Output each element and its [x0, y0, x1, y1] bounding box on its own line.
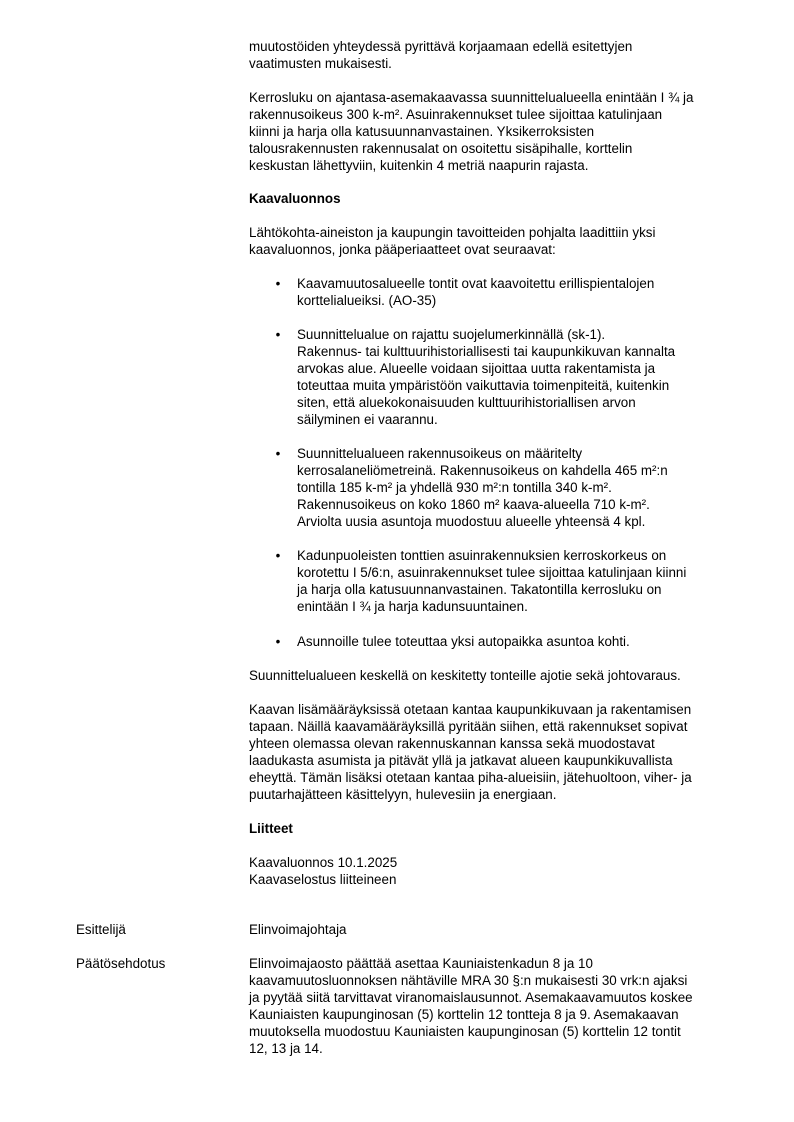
text-line: Lähtökohta-aineiston ja kaupungin tavoitteiden pohjalta laadittiin yksi	[249, 225, 656, 240]
text-line: korttelialueiksi. (AO-35)	[297, 292, 437, 308]
text-line: kerrosalaneliömetreinä. Rakennusoikeus on kahdella 465 m²:n	[297, 462, 668, 478]
intro-paragraph	[249, 39, 749, 73]
text-line: yhteen olemassa olevan rakennuskannan kanssa sekä muodostavat	[249, 735, 655, 751]
text-line: laadukasta asumista ja pitävät yllä ja jatkavat alueen kaupunkikuvallista	[249, 752, 673, 768]
text-line: 12, 13 ja 14.	[249, 1040, 323, 1056]
text-line: Kadunpuoleisten tonttien asuinrakennuksien kerroskorkeus on	[297, 548, 667, 563]
text-line: Asunnoille tulee toteuttaa yksi autopaikka asuntoa kohti.	[297, 634, 630, 649]
text-line: rakennusoikeus 300 k-m². Asuinrakennukset tulee sijoittaa katulinjaan	[249, 106, 663, 122]
text-line: toteuttaa muita ympäristöön vaikuttavia toimenpiteitä, kuitenkin	[297, 377, 670, 393]
text-line: Suunnittelualueen rakennusoikeus on määritelty	[297, 446, 583, 461]
attachment-item: Kaavaluonnos 10.1.2025	[249, 855, 398, 870]
text-line: kaavaluonnos, jonka pääperiaatteet ovat seuraavat:	[249, 241, 556, 257]
text-line: Kerrosluku on ajantasa-asemakaavassa suunnittelualueella enintään I ¾ ja	[249, 90, 694, 105]
text-line: muutostöiden yhteydessä pyrittävä korjaamaan edellä esitettyjen	[249, 39, 633, 54]
text-line: tontilla 185 k-m² ja yhdellä 930 m²:n tontilla 340 k-m².	[297, 479, 612, 495]
paatosehdotus-label: Päätösehdotus	[76, 956, 166, 971]
text-line: arvokas alue. Alueelle voidaan sijoittaa uutta rakentamista ja	[297, 360, 656, 376]
text-line: tapaan. Näillä kaavamääräyksillä pyritään siihen, että rakennukset sopivat	[249, 718, 688, 734]
paatosehdotus-paragraph	[249, 956, 749, 1057]
text-line: ja harja olla katusuunnanvastainen. Takatontilla kerrosluku on	[297, 581, 662, 597]
text-line: kiinni ja harja olla katusuunnanvastainen. Yksikerroksisten	[249, 123, 595, 139]
kaavaluonnos-intro-paragraph	[249, 225, 749, 259]
liitteet-heading: Liitteet	[249, 821, 293, 836]
text-line: säilyminen ei vaarannu.	[297, 411, 438, 427]
text-line: Kaavamuutosalueelle tontit ovat kaavoitettu erillispientalojen	[297, 276, 655, 291]
text-line: vaatimusten mukaisesti.	[249, 55, 392, 71]
text-line: Elinvoimajaosto päättää asettaa Kauniaistenkadun 8 ja 10	[249, 956, 593, 971]
text-line: puutarhajätteen käsittelyyn, hulevesiin ja energiaan.	[249, 786, 557, 802]
text-line: Kauniaisten kaupunginosan (5) korttelin 12 tontteja 8 ja 9. Asemakaavan	[249, 1006, 679, 1022]
text-line: ja pyytää siitä tarvittavat viranomaislausunnot. Asemakaavamuutos koskee	[249, 989, 693, 1005]
bullet-icon: •	[275, 276, 281, 291]
text-line: korotettu I 5/6:n, asuinrakennukset tulee sijoittaa katulinjaan kiinni	[297, 564, 687, 580]
lisamaaraykset-paragraph	[249, 702, 749, 803]
bullet-icon: •	[275, 548, 281, 563]
bullet-icon: •	[275, 446, 281, 461]
kaavaluonnos-heading: Kaavaluonnos	[249, 191, 341, 206]
text-line: Arviolta uusia asuntoja muodostuu alueelle yhteensä 4 kpl.	[297, 513, 646, 529]
text-line: enintään I ¾ ja harja kadunsuuntainen.	[297, 598, 528, 614]
ajotie-paragraph	[249, 668, 749, 685]
text-line: Rakennusoikeus on koko 1860 m² kaava-alueella 710 k-m².	[297, 496, 650, 512]
text-line: Kaavan lisämääräyksissä otetaan kantaa kaupunkikuvaan ja rakentamisen	[249, 702, 692, 717]
liitteet-list	[249, 855, 749, 889]
bullet-icon: •	[275, 327, 281, 342]
text-line: Rakennus- tai kulttuurihistoriallisesti tai kaupunkikuvan kannalta	[297, 343, 676, 359]
text-line: kaavamuutosluonnoksen nähtäville MRA 30 §:n mukaisesti 30 vrk:n ajaksi	[249, 972, 688, 988]
attachment-item: Kaavaselostus liitteineen	[249, 871, 397, 887]
text-line: muutoksella muodostuu Kauniaisten kaupunginosan (5) korttelin 12 tontit	[249, 1023, 681, 1039]
text-line: eheyttä. Tämän lisäksi otetaan kantaa piha-alueisiin, jätehuoltoon, viher- ja	[249, 769, 692, 785]
text-line: Suunnittelualue on rajattu suojelumerkinnällä (sk-1).	[297, 327, 606, 342]
esittelija-label: Esittelijä	[76, 922, 126, 937]
text-line: siten, että aluekokonaisuuden kulttuurihistoriallisen arvon	[297, 394, 636, 410]
esittelija-value: Elinvoimajohtaja	[249, 922, 347, 937]
text-line: keskustan lähettyviin, kuitenkin 4 metriä naapurin rajasta.	[249, 157, 589, 173]
bullet-icon: •	[275, 634, 281, 649]
text-line: talousrakennusten rakennusalat on osoitettu sisäpihalle, korttelin	[249, 140, 633, 156]
kerrosluku-paragraph	[249, 90, 749, 175]
text-line: Suunnittelualueen keskellä on keskitetty tonteille ajotie sekä johtovaraus.	[249, 668, 681, 683]
